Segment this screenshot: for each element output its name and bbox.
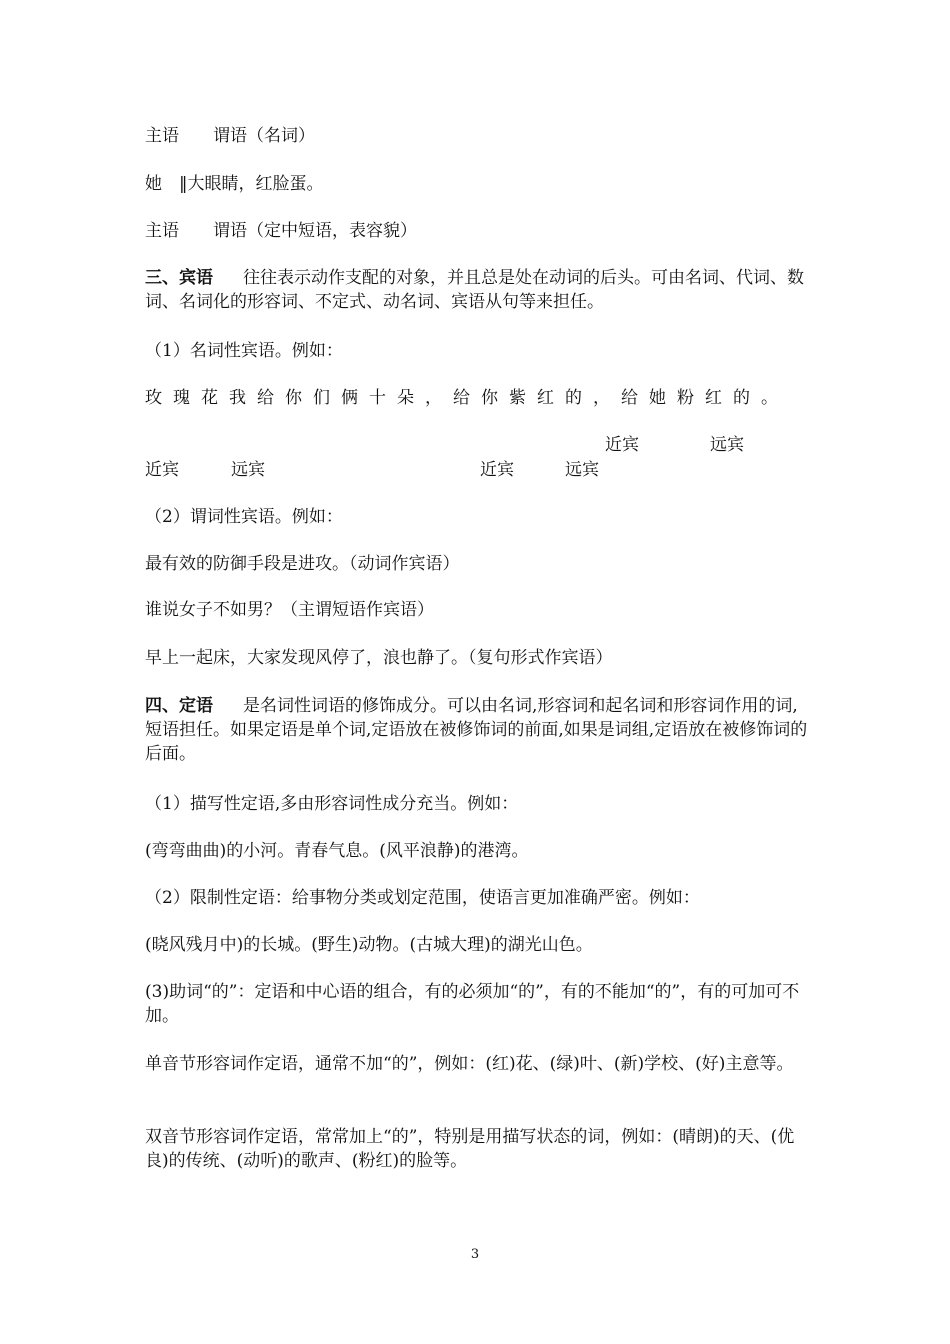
label-far-object: 远宾 xyxy=(231,460,265,480)
section-object-paragraph xyxy=(145,266,810,314)
page-number: 3 xyxy=(470,1247,480,1262)
object-example-3: 早上一起床，大家发现风停了，浪也静了。（复句形式作宾语） xyxy=(145,648,613,668)
attribute-item-1: （1）描写性定语,多由形容词性成分充当。例如： xyxy=(145,794,519,814)
section-heading-attribute: 四、定语 xyxy=(145,696,213,716)
attribute-item-2: （2）限制性定语：给事物分类或划定范围，使语言更加准确严密。例如： xyxy=(145,888,700,908)
example-line-subject-predicate-noun: 主语 谓语（名词） xyxy=(145,126,315,146)
attribute-item-3: (3)助词“的”：定语和中心语的组合，有的必须加“的”，有的不能加“的”，有的可加可不加。 xyxy=(145,982,800,1026)
label-far-object: 远宾 xyxy=(565,460,599,480)
attribute-example-2: (晓风残月中)的长城。(野生)动物。(古城大理)的湖光山色。 xyxy=(145,935,593,955)
attribute-example-1: (弯弯曲曲)的小河。青春气息。(风平浪静)的港湾。 xyxy=(145,841,529,861)
label-near-object: 近宾 xyxy=(605,435,639,455)
roses-example: 玫瑰花我给你们俩十朵，给你紫红的，给她粉红的。 xyxy=(145,388,789,408)
section-object-text: 往往表示动作支配的对象，并且总是处在动词的后头。可由名词、代词、数词、名词化的形容词、不定式、动名词、宾语从句等来担任。 xyxy=(145,268,804,312)
attribute-paragraph-disyllabic: 双音节形容词作定语，常常加上“的”，特别是用描写状态的词，例如：(晴朗)的天、(优良)的传统、(动听)的歌声、(粉红)的脸等。 xyxy=(145,1127,795,1171)
label-near-object: 近宾 xyxy=(145,460,179,480)
label-far-object: 远宾 xyxy=(710,435,744,455)
section-heading-object: 三、宾语 xyxy=(145,268,213,288)
attribute-paragraph-monosyllabic: 单音节形容词作定语，通常不加“的”，例如：(红)花、(绿)叶、(新)学校、(好)主意等。 xyxy=(145,1054,794,1074)
example-line-sentence: 她 ‖大眼睛，红脸蛋。 xyxy=(145,174,324,194)
object-example-1: 最有效的防御手段是进攻。（动词作宾语） xyxy=(145,554,460,574)
object-example-2: 谁说女子不如男？（主谓短语作宾语） xyxy=(145,600,434,620)
object-item-2: （2）谓词性宾语。例如： xyxy=(145,507,343,527)
label-near-object: 近宾 xyxy=(480,460,514,480)
object-item-1: （1）名词性宾语。例如： xyxy=(145,341,343,361)
section-attribute-text: 是名词性词语的修饰成分。可以由名词,形容词和起名词和形容词作用的词,短语担任。如果定语是单个词,定语放在被修饰词的前面,如果是词组,定语放在被修饰词的后面。 xyxy=(145,696,808,764)
section-attribute-paragraph xyxy=(145,694,810,766)
example-line-subject-predicate-phrase: 主语 谓语（定中短语，表容貌） xyxy=(145,221,417,241)
